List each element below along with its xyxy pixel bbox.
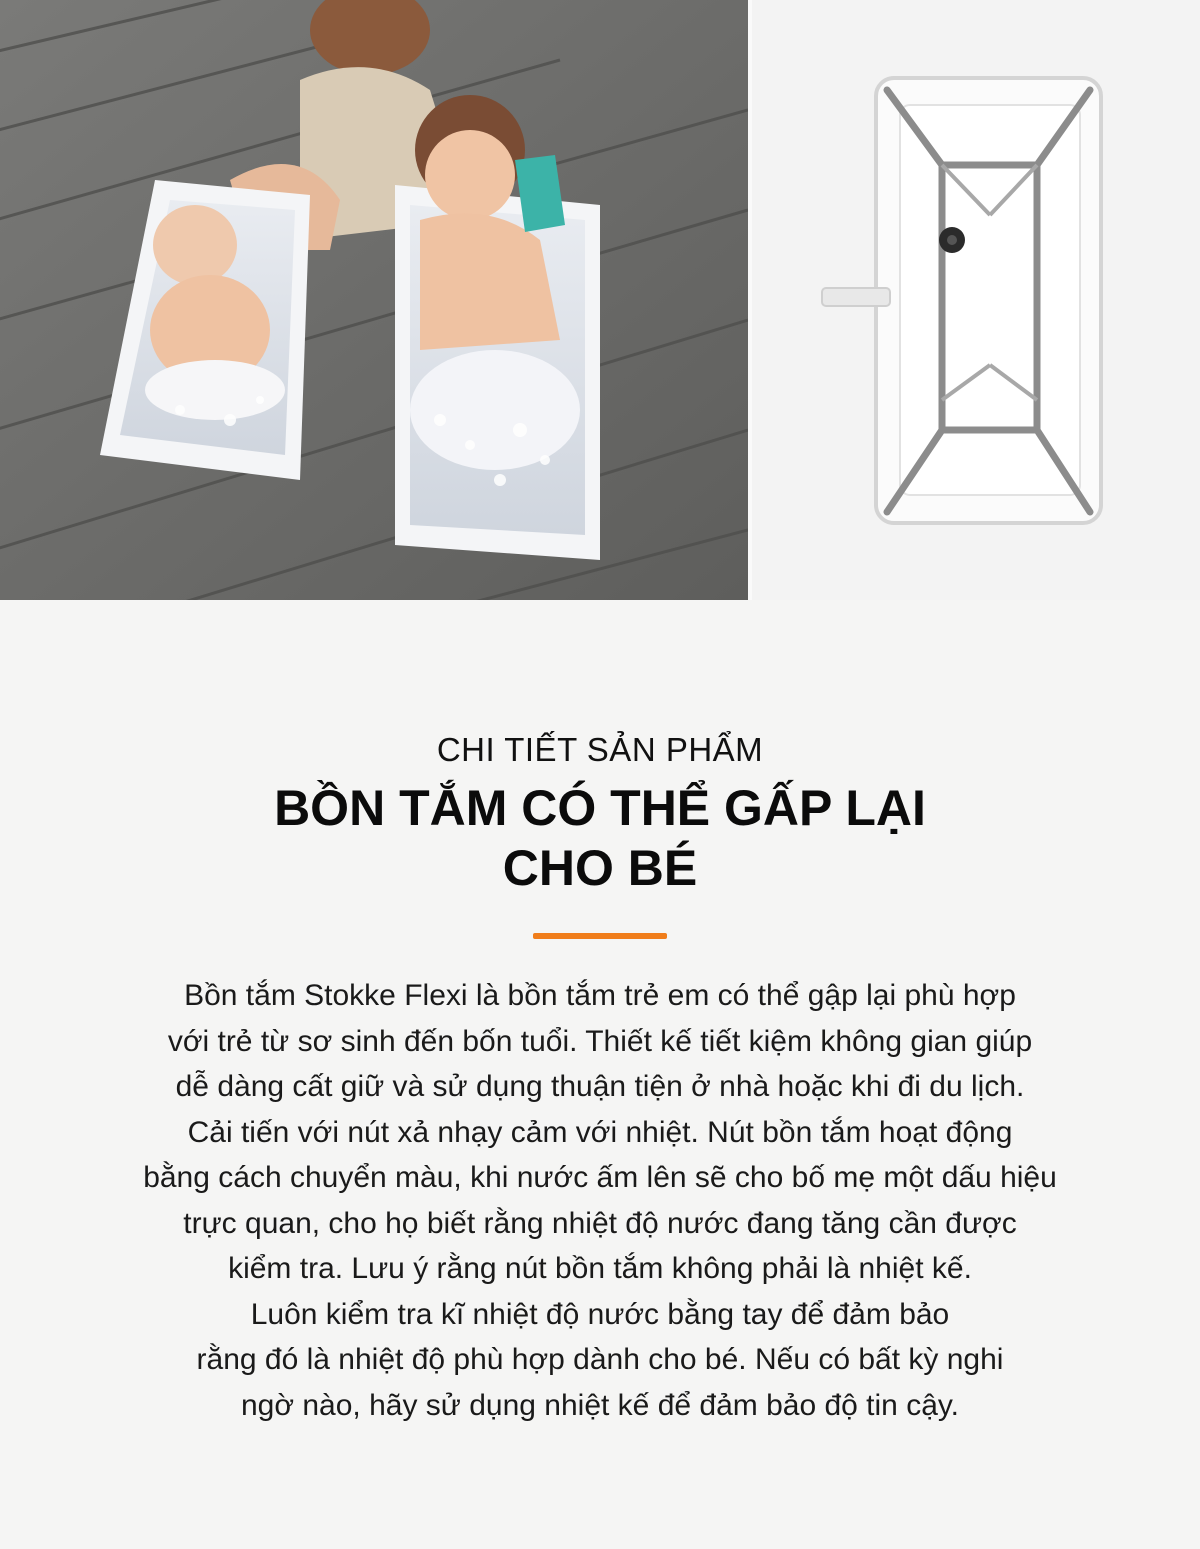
description-line: với trẻ từ sơ sinh đến bốn tuổi. Thiết kế tiết kiệm không gian giúp: [167, 1024, 1033, 1058]
product-title-line: BỒN TẮM CÓ THỂ GẤP LẠI: [274, 780, 926, 836]
description-line: Luôn kiểm tra kĩ nhiệt độ nước bằng tay để đảm bảo: [250, 1297, 950, 1331]
product-title: [0, 778, 1200, 898]
description-line: dễ dàng cất giữ và sử dụng thuận tiện ở nhà hoặc khi đi du lịch.: [175, 1070, 1025, 1103]
description-line: trực quan, cho họ biết rằng nhiệt độ nước đang tăng cần được: [183, 1206, 1017, 1240]
section-eyebrow: CHI TIẾT SẢN PHẨM: [436, 731, 764, 768]
lifestyle-photo: [0, 0, 748, 600]
description-line: Cải tiến với nút xả nhạy cảm với nhiệt. Nút bồn tắm hoạt động: [187, 1115, 1013, 1149]
description-line: rằng đó là nhiệt độ phù hợp dành cho bé. Nếu có bất kỳ nghi: [196, 1343, 1004, 1376]
description-line: ngờ nào, hãy sử dụng nhiệt kế để đảm bảo độ tin cậy.: [240, 1388, 959, 1422]
bathing-scene-illustration: [0, 0, 748, 600]
product-detail-section: [0, 700, 1200, 1428]
description-line: Bồn tắm Stokke Flexi là bồn tắm trẻ em có thể gập lại phù hợp: [184, 979, 1016, 1012]
tub-top-view-photo: [752, 0, 1200, 600]
accent-underline: [533, 933, 667, 939]
description-line: bằng cách chuyển màu, khi nước ấm lên sẽ cho bố mẹ một dấu hiệu: [143, 1161, 1057, 1194]
product-title-line: CHO BÉ: [502, 840, 698, 896]
product-description: [0, 973, 1200, 1428]
product-photos: [0, 0, 1200, 600]
tub-top-view-illustration: [752, 0, 1200, 600]
description-line: kiểm tra. Lưu ý rằng nút bồn tắm không phải là nhiệt kế.: [228, 1252, 972, 1285]
